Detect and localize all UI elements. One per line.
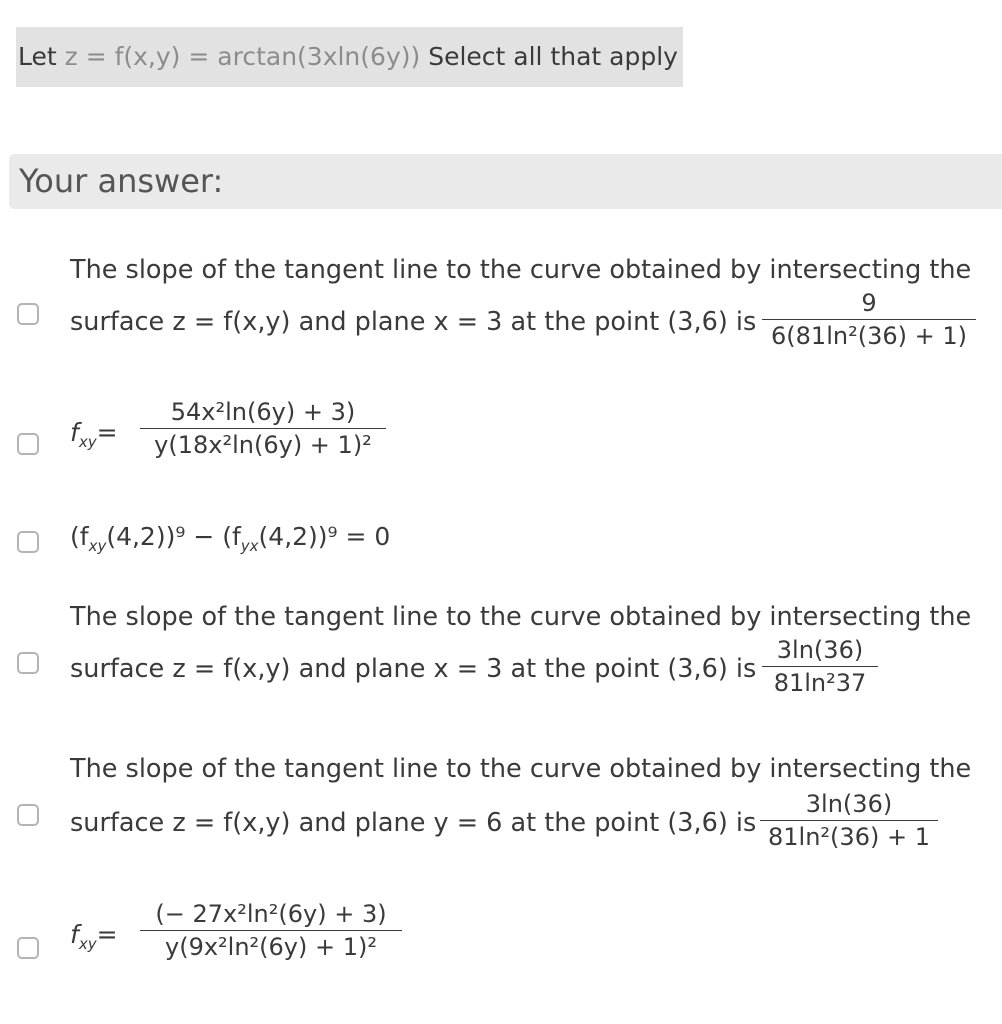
option-3-expr-a: (f: [70, 522, 89, 551]
prompt-lead: Let: [18, 42, 65, 71]
option-3-sub-yx: yx: [240, 537, 259, 555]
option-5-fraction: [760, 790, 938, 851]
option-1-text-line1: The slope of the tangent line to the curve obtained by intersecting the: [70, 255, 972, 285]
option-5-numerator: 3ln(36): [805, 790, 893, 818]
option-2-checkbox[interactable]: [17, 433, 39, 455]
option-3-expr-c: (4,2))⁹ = 0: [258, 522, 391, 551]
answer-option-6[interactable]: [0, 900, 1002, 980]
option-1-numerator: 9: [861, 289, 877, 317]
option-2-denominator: y(18x²ln(6y) + 1)²: [154, 431, 372, 459]
option-2-lhs-f: f: [70, 418, 79, 447]
option-5-checkbox[interactable]: [17, 804, 39, 826]
answer-option-2[interactable]: [0, 398, 1002, 478]
your-answer-header: Your answer:: [9, 154, 1002, 209]
prompt-function: z = f(x,y) = arctan(3xln(6y)): [64, 42, 421, 71]
option-6-denominator: y(9x²ln²(6y) + 1)²: [165, 933, 377, 961]
option-4-text-line1: The slope of the tangent line to the curve obtained by intersecting the: [70, 602, 972, 632]
option-6-lhs-sub: xy: [78, 935, 97, 953]
option-3-expr-b: (4,2))⁹ − (f: [106, 522, 241, 551]
option-5-text-line2: surface z = f(x,y) and plane y = 6 at the point (3,6) is: [70, 808, 757, 838]
answer-option-3[interactable]: [0, 520, 1002, 560]
option-4-fraction: [762, 636, 878, 697]
option-2-numerator: 54x²ln(6y) + 3): [170, 398, 356, 426]
option-3-expression: [70, 522, 390, 555]
option-1-denominator: 6(81ln²(36) + 1): [771, 322, 967, 350]
option-4-checkbox[interactable]: [17, 652, 39, 674]
option-4-text-line2: surface z = f(x,y) and plane x = 3 at the point (3,6) is: [70, 654, 757, 684]
option-4-denominator: 81ln²37: [773, 669, 867, 697]
option-6-lhs-f: f: [70, 920, 79, 949]
option-1-checkbox[interactable]: [17, 303, 39, 325]
answer-option-4[interactable]: [0, 602, 1002, 717]
question-prompt: [16, 27, 683, 87]
option-6-lhs: [70, 920, 118, 953]
option-2-lhs-sub: xy: [78, 433, 97, 451]
option-3-sub-xy: xy: [88, 537, 107, 555]
option-2-equals: =: [96, 418, 118, 447]
answer-option-5[interactable]: [0, 754, 1002, 869]
option-5-denominator: 81ln²(36) + 1: [768, 823, 930, 851]
option-6-fraction: [140, 900, 402, 961]
option-4-numerator: 3ln(36): [776, 636, 864, 664]
answer-option-1[interactable]: [0, 255, 1002, 370]
option-1-text-line2: surface z = f(x,y) and plane x = 3 at the point (3,6) is: [70, 307, 757, 337]
option-5-text-line1: The slope of the tangent line to the curve obtained by intersecting the: [70, 754, 972, 784]
option-6-equals: =: [96, 920, 118, 949]
prompt-instruction: Select all that apply: [420, 42, 678, 71]
option-1-fraction: [762, 289, 976, 350]
option-6-checkbox[interactable]: [17, 937, 39, 959]
option-2-lhs: [70, 418, 118, 451]
option-6-numerator: (− 27x²ln²(6y) + 3): [155, 900, 387, 928]
option-2-fraction: [140, 398, 386, 459]
option-3-checkbox[interactable]: [17, 531, 39, 553]
